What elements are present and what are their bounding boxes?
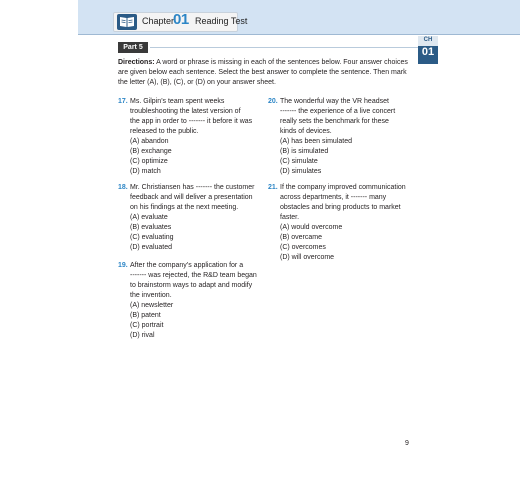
question-stem: Mr. Christiansen has ------- the customer feedback and will deliver a presentation on his findings at the next meeting. <box>130 184 255 211</box>
answer-option-d: (D) match <box>130 168 161 175</box>
answer-option-a: (A) would overcome <box>280 224 343 231</box>
question-number: 19. <box>118 262 128 269</box>
question-number: 18. <box>118 184 128 191</box>
chapter-word: Chapter <box>142 16 175 26</box>
answer-option-b: (B) is simulated <box>280 148 329 155</box>
answer-option-c: (C) optimize <box>130 158 168 165</box>
directions <box>118 58 418 88</box>
question-stem: The wonderful way the VR headset ------- the experience of a live concert really sets the benchmark for these kinds of devices. <box>280 98 396 135</box>
part-divider <box>150 47 418 48</box>
answer-option-d: (D) will overcome <box>280 254 335 261</box>
header-divider <box>78 34 520 35</box>
answer-option-c: (C) evaluating <box>130 234 174 241</box>
answer-option-d: (D) rival <box>130 332 155 339</box>
answer-option-c: (C) overcomes <box>280 244 326 251</box>
question-stem: If the company improved communication across departments, it ------- many obstacles and bring products to market faster. <box>280 184 406 221</box>
part-badge: Part 5 <box>118 42 148 53</box>
side-chapter-number: 01 <box>421 46 435 58</box>
question-number: 21. <box>268 184 278 191</box>
answer-option-c: (C) simulate <box>280 158 318 165</box>
answer-option-a: (A) newsletter <box>130 302 174 309</box>
answer-option-b: (B) overcame <box>280 234 323 241</box>
question-stem: Ms. Gilpin’s team spent weeks troubleshooting the latest version of the app in order to ------- it before it was released to the public. <box>130 98 253 135</box>
answer-option-b: (B) exchange <box>130 148 172 155</box>
question-number: 20. <box>268 98 278 105</box>
answer-option-b: (B) patent <box>130 312 161 319</box>
directions-lead: Directions: <box>118 59 155 66</box>
chapter-number: 01 <box>173 11 189 28</box>
book-icon <box>116 12 138 32</box>
page-number: 9 <box>405 440 409 447</box>
side-chapter-label: CH <box>423 37 433 43</box>
directions-text: A word or phrase is missing in each of the sentences below. Four answer choices are given below each sentence. Select the best answer to complete the sentence. Then mark the letter (A), (B), (C), or (D) on your answer sheet. <box>118 59 408 86</box>
answer-option-d: (D) simulates <box>280 168 322 175</box>
question-number: 17. <box>118 98 128 105</box>
chapter-title: Reading Test <box>195 16 248 26</box>
answer-option-a: (A) abandon <box>130 138 169 145</box>
answer-option-d: (D) evaluated <box>130 244 173 251</box>
question-stem: After the company’s application for a ------- was rejected, the R&D team began to brainstorm ways to adapt and modify the invention. <box>130 262 257 299</box>
answer-option-a: (A) has been simulated <box>280 138 352 145</box>
answer-option-a: (A) evaluate <box>130 214 168 221</box>
answer-option-b: (B) evaluates <box>130 224 172 231</box>
answer-option-c: (C) portrait <box>130 322 164 329</box>
